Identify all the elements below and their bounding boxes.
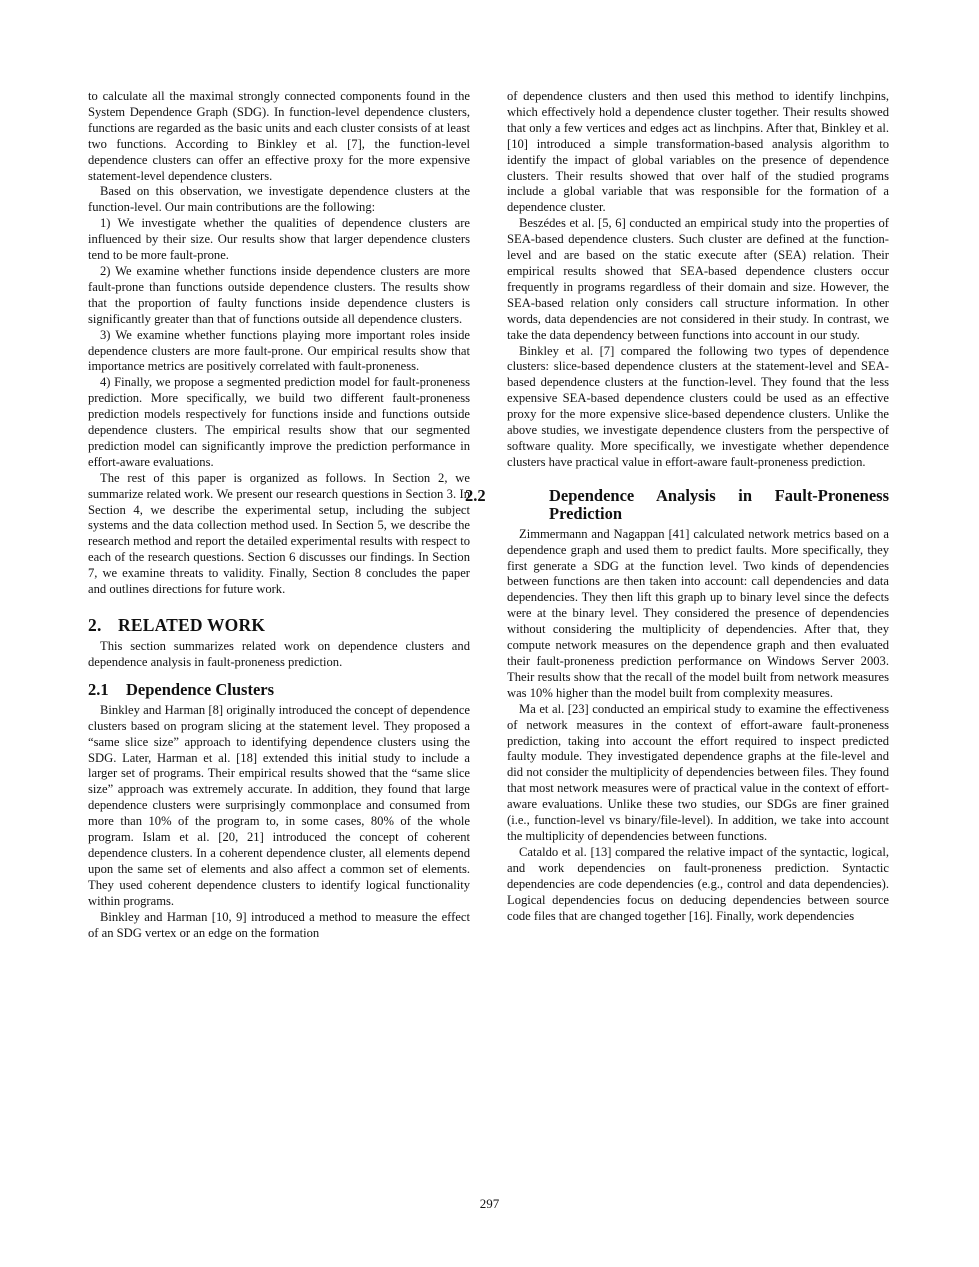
right-column xyxy=(465,89,889,924)
paragraph: to calculate all the maximal strongly connected components found in the System Dependence Graph (SDG). In function-level dependence clusters, functions are regarded as the basic units and each cluster consists of at least two functions. According to Binkley et al. [7], the function-level dependence clusters can offer an effective proxy for the more expensive statement-level dependence clusters. xyxy=(88,89,470,183)
paragraph: Based on this observation, we investigate dependence clusters at the function-level. Our main contributions are the following: xyxy=(88,184,470,215)
page-number: 297 xyxy=(479,1196,500,1211)
paragraph: Cataldo et al. [13] compared the relative impact of the syntactic, logical, and work dependencies on fault-proneness prediction. Syntactic dependencies are code dependencies (e.g., control and data dependencies). Logical dependencies focus on deducing dependencies between source code files that are changed together [16]. Finally, work dependencies xyxy=(507,844,889,923)
subsection-number: 2.1 xyxy=(88,679,109,699)
paragraph: Binkley et al. [7] compared the following two types of dependence clusters: slice-based dependence clusters at the statement-level and SEA-based dependence clusters at the function-level. They found that the less expensive SEA-based dependence clusters could be used as an effective proxy for the more expensive slice-based dependence clusters. Unlike the above studies, we investigate dependence clusters from the perspective of software quality. More specifically, we investigate whether dependence clusters have practical value in effort-aware fault-proneness prediction. xyxy=(507,343,889,469)
subsection-title: Dependence Analysis in Fault-Proneness Prediction xyxy=(549,485,889,523)
paragraph: Binkley and Harman [8] originally introduced the concept of dependence clusters based on program slicing at the statement level. They proposed a “same slice size” approach to identifying dependence clusters using the SDG. Later, Harman et al. [18] extended this initial study to include a larger set of programs. Their empirical results showed that the “same slice size” approach was extremely accurate. In addition, they found that large dependence clusters were surprisingly commonplace and consumed from more than 10% of the program to, in some cases, 80% of the whole program. Islam et al. [20, 21] introduced the concept of coherent dependence clusters. In a coherent dependence cluster, all elements depend upon the same set of elements and also affect a common set of elements. They used coherent dependence clusters to identify logical functionality within programs. xyxy=(88,702,470,908)
contribution-item: 2) We examine whether functions inside dependence clusters are more fault-prone than functions outside dependence clusters. The results show that the proportion of faulty functions inside dependence clusters is significantly greater than that of functions outside all dependence clusters. xyxy=(88,263,470,326)
paragraph: Beszédes et al. [5, 6] conducted an empirical study into the properties of SEA-based dependence clusters. Such cluster are defined at the function-level and are based on the static execute after (SEA) relation. Their empirical results showed that SEA-based dependence clusters occur frequently in programs regardless of their domain and size. However, the SEA-based relation only considers call structure information. In other words, data dependencies are not considered in their study. In contrast, we take the data dependency between functions into account in our study. xyxy=(507,216,889,342)
subsection-number: 2.2 xyxy=(465,485,486,505)
subsection-title: Dependence Clusters xyxy=(126,679,275,699)
paragraph: The rest of this paper is organized as follows. In Section 2, we summarize related work. We present our research questions in Section 3. In Section 4, we describe the experimental setup, including the subject systems and the data collection method used. In Section 5, we describe the research method and report the detailed experimental results with respect to each of the research questions. Section 6 discusses our findings. In Section 7, we examine threats to validity. Finally, Section 8 concludes the paper and outlines directions for future work. xyxy=(88,470,470,597)
paragraph: Binkley and Harman [10, 9] introduced a method to measure the effect of an SDG vertex or an edge on the formation xyxy=(88,909,470,940)
contribution-item: 4) Finally, we propose a segmented prediction model for fault-proneness prediction. More specifically, we build two different fault-proneness prediction models respectively for functions inside and functions outside dependence clusters. The empirical results show that our segmented prediction model can significantly improve the prediction performance in effort-aware evaluations. xyxy=(88,375,470,469)
paragraph: Ma et al. [23] conducted an empirical study to examine the effectiveness of network measures in the context of effort-aware fault-proneness prediction, taking into account the effort required to inspect predicted faulty module. They investigated dependence graphs at the file-level and did not consider the multiplicity of dependencies between files. They found that most network measures were of practical value in the context of effort-aware evaluations. Unlike these two studies, our SDGs are finer grained (i.e., function-level vs binary/file-level). In addition, we take into account the multiplicity of dependencies between functions. xyxy=(507,701,889,843)
left-column xyxy=(88,89,470,941)
paragraph: of dependence clusters and then used this method to identify linchpins, which effectively hold a dependence cluster together. Their results showed that only a few vertices and edges act as linchpins. After that, Binkley et al. [10] introduced a simple transformation-based analysis algorithm to identify the impact of global variables on the presence of dependence clusters. Their results showed that over half of the studied programs include a global variable that was responsible for the formation of a dependence cluster. xyxy=(507,89,889,215)
section-title: RELATED WORK xyxy=(118,615,266,635)
subsection-heading-dependence-clusters xyxy=(88,681,470,699)
contribution-item: 3) We examine whether functions playing more important roles inside dependence clusters are more fault-prone. Our empirical results show that importance metrics are positively correlated with fault-proneness. xyxy=(88,327,470,374)
section-number: 2. xyxy=(88,615,102,635)
paragraph: This section summarizes related work on dependence clusters and dependence analysis in fault-proneness prediction. xyxy=(88,639,470,669)
contribution-item: 1) We investigate whether the qualities of dependence clusters are influenced by their size. Our results show that larger dependence clusters tend to be more fault-prone. xyxy=(88,216,470,263)
paragraph: Zimmermann and Nagappan [41] calculated network metrics based on a dependence graph and used them to predict faults. More specifically, they first generate a SDG at the function level. Two kinds of dependencies between functions are then taken into account: call dependencies and data dependencies. They then lift this graph up to binary level since the defects were at the binary level. They considered the presence of dependencies without considering the multiplicity of dependencies. After that, they compute network measures on the dependence graph and then evaluated their fault-proneness prediction performance on Windows Server 2003. Their results show that the recall of the model built from network measures was 10% higher than the model built from complexity measures. xyxy=(507,526,889,700)
section-heading-related-work xyxy=(88,615,470,635)
subsection-heading-dependence-analysis xyxy=(465,485,889,523)
